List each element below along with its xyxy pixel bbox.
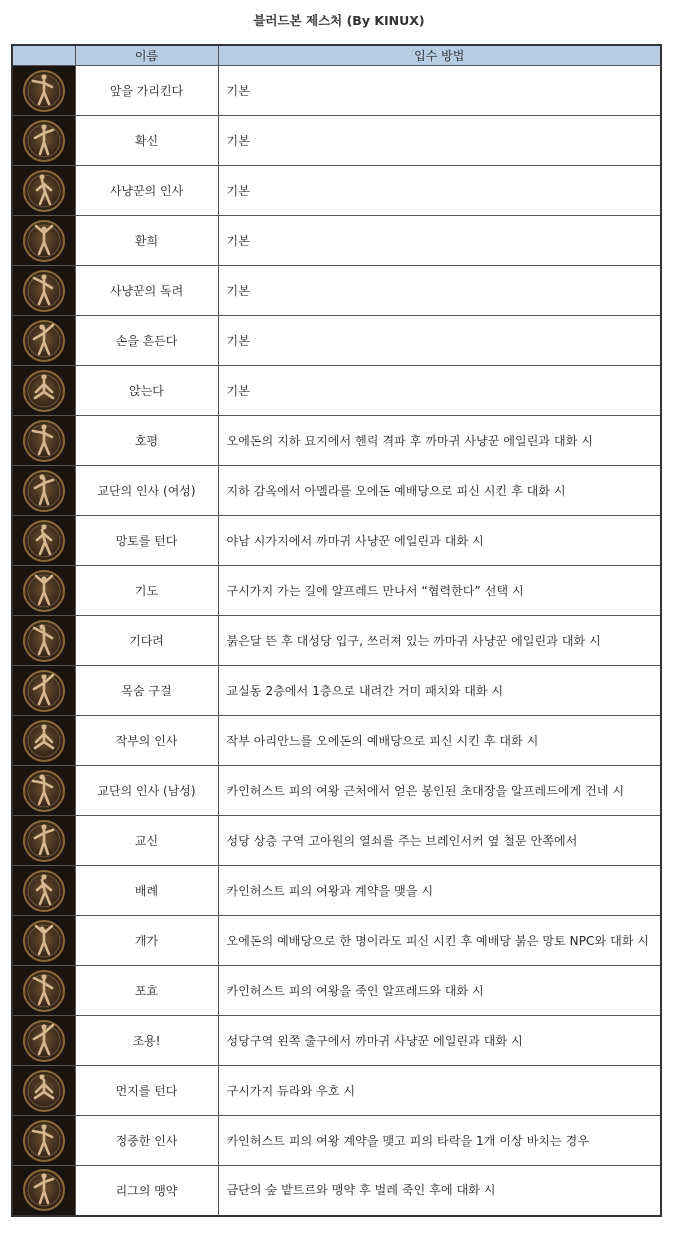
- acquisition-method: 기본: [218, 166, 661, 216]
- gesture-icon-cell: [12, 466, 75, 516]
- gesture-name: 조용!: [75, 1016, 218, 1066]
- acquisition-method: 오에돈의 예배당으로 한 명이라도 피신 시킨 후 예배당 붉은 망토 NPC와 대화 시: [218, 916, 661, 966]
- gesture-name: 목숨 구걸: [75, 666, 218, 716]
- table-row: [12, 366, 661, 416]
- gesture-name: 포효: [75, 966, 218, 1016]
- gesture-icon-cell: [12, 66, 75, 116]
- table-row: [12, 766, 661, 816]
- gesture-name: 기도: [75, 566, 218, 616]
- table-row: [12, 416, 661, 466]
- gesture-icon-cell: [12, 1116, 75, 1166]
- gesture-name: 확신: [75, 116, 218, 166]
- gesture-figure-icon: [23, 520, 65, 562]
- acquisition-method: 교실동 2층에서 1층으로 내려간 거미 패치와 대화 시: [218, 666, 661, 716]
- acquisition-method: 기본: [218, 366, 661, 416]
- gesture-figure-icon: [23, 270, 65, 312]
- gesture-icon-cell: [12, 416, 75, 466]
- table-row: [12, 516, 661, 566]
- acquisition-method: 카인허스트 피의 여왕을 죽인 알프레드와 대화 시: [218, 966, 661, 1016]
- acquisition-method: 오에돈의 지하 묘지에서 헨릭 격파 후 까마귀 사냥꾼 에일린과 대화 시: [218, 416, 661, 466]
- gesture-name: 배례: [75, 866, 218, 916]
- gesture-icon-cell: [12, 216, 75, 266]
- table-row: [12, 916, 661, 966]
- acquisition-method: 카인허스트 피의 여왕 계약을 맺고 피의 타락을 1개 이상 바치는 경우: [218, 1116, 661, 1166]
- gesture-name: 리그의 맹약: [75, 1166, 218, 1216]
- gesture-figure-icon: [23, 920, 65, 962]
- gesture-figure-icon: [23, 1020, 65, 1062]
- gesture-icon-cell: [12, 316, 75, 366]
- gesture-figure-icon: [23, 970, 65, 1012]
- table-row: [12, 566, 661, 616]
- acquisition-method: 붉은달 뜬 후 대성당 입구, 쓰러져 있는 까마귀 사냥꾼 에일린과 대화 시: [218, 616, 661, 666]
- table-row: [12, 316, 661, 366]
- gesture-name: 손을 흔든다: [75, 316, 218, 366]
- gesture-figure-icon: [23, 670, 65, 712]
- gesture-name: 사냥꾼의 인사: [75, 166, 218, 216]
- gesture-name: 작부의 인사: [75, 716, 218, 766]
- gesture-table: [11, 44, 662, 1217]
- gesture-name: 먼지를 턴다: [75, 1066, 218, 1116]
- gesture-figure-icon: [23, 420, 65, 462]
- gesture-figure-icon: [23, 870, 65, 912]
- table-row: [12, 616, 661, 666]
- acquisition-method: 기본: [218, 266, 661, 316]
- gesture-figure-icon: [23, 170, 65, 212]
- gesture-icon-cell: [12, 916, 75, 966]
- gesture-icon-cell: [12, 1166, 75, 1216]
- table-row: [12, 716, 661, 766]
- gesture-name: 사냥꾼의 독려: [75, 266, 218, 316]
- gesture-figure-icon: [23, 820, 65, 862]
- gesture-figure-icon: [23, 370, 65, 412]
- acquisition-method: 작부 아리안느를 오에돈의 예배당으로 피신 시킨 후 대화 시: [218, 716, 661, 766]
- table-row: [12, 66, 661, 116]
- acquisition-method: 금단의 숲 밭트르와 맹약 후 벌레 죽인 후에 대화 시: [218, 1166, 661, 1216]
- acquisition-method: 구시가지 듀라와 우호 시: [218, 1066, 661, 1116]
- gesture-name: 정중한 인사: [75, 1116, 218, 1166]
- acquisition-method: 구시가지 가는 길에 알프레드 만나서 “협력한다” 선택 시: [218, 566, 661, 616]
- header-method: 입수 방법: [218, 45, 661, 66]
- acquisition-method: 카인허스트 피의 여왕과 계약을 맺을 시: [218, 866, 661, 916]
- table-row: [12, 216, 661, 266]
- gesture-name: 앞을 가리킨다: [75, 66, 218, 116]
- acquisition-method: 지하 감옥에서 아멜라를 오에돈 예배당으로 피신 시킨 후 대화 시: [218, 466, 661, 516]
- table-row: [12, 1066, 661, 1116]
- gesture-icon-cell: [12, 266, 75, 316]
- gesture-icon-cell: [12, 566, 75, 616]
- page-title: 블러드본 제스처 (By KINUX): [253, 13, 425, 28]
- gesture-name: 망토를 턴다: [75, 516, 218, 566]
- gesture-name: 환희: [75, 216, 218, 266]
- acquisition-method: 야남 시가지에서 까마귀 사냥꾼 에일린과 대화 시: [218, 516, 661, 566]
- gesture-figure-icon: [23, 120, 65, 162]
- table-row: [12, 1116, 661, 1166]
- gesture-figure-icon: [23, 720, 65, 762]
- gesture-icon-cell: [12, 966, 75, 1016]
- table-row: [12, 116, 661, 166]
- acquisition-method: 성당구역 왼쪽 출구에서 까마귀 사냥꾼 에일린과 대화 시: [218, 1016, 661, 1066]
- gesture-icon-cell: [12, 1016, 75, 1066]
- table-row: [12, 266, 661, 316]
- table-row: [12, 1166, 661, 1216]
- gesture-icon-cell: [12, 666, 75, 716]
- gesture-figure-icon: [23, 1169, 65, 1211]
- gesture-name: 교단의 인사 (여성): [75, 466, 218, 516]
- acquisition-method: 기본: [218, 116, 661, 166]
- gesture-figure-icon: [23, 1120, 65, 1162]
- gesture-figure-icon: [23, 220, 65, 262]
- gesture-figure-icon: [23, 770, 65, 812]
- gesture-figure-icon: [23, 70, 65, 112]
- gesture-icon-cell: [12, 716, 75, 766]
- table-row: [12, 666, 661, 716]
- gesture-icon-cell: [12, 116, 75, 166]
- table-row: [12, 816, 661, 866]
- gesture-figure-icon: [23, 620, 65, 662]
- gesture-name: 개가: [75, 916, 218, 966]
- header-icon: [12, 45, 75, 66]
- gesture-icon-cell: [12, 516, 75, 566]
- acquisition-method: 카인허스트 피의 여왕 근처에서 얻은 봉인된 초대장을 알프레드에게 건네 시: [218, 766, 661, 816]
- table-row: [12, 866, 661, 916]
- acquisition-method: 기본: [218, 66, 661, 116]
- gesture-name: 호평: [75, 416, 218, 466]
- acquisition-method: 기본: [218, 216, 661, 266]
- acquisition-method: 성당 상층 구역 고아원의 열쇠를 주는 브레인서커 옆 철문 안쪽에서: [218, 816, 661, 866]
- table-row: [12, 166, 661, 216]
- acquisition-method: 기본: [218, 316, 661, 366]
- table-row: [12, 1016, 661, 1066]
- table-row: [12, 466, 661, 516]
- header-name: 이름: [75, 45, 218, 66]
- gesture-figure-icon: [23, 470, 65, 512]
- gesture-figure-icon: [23, 1070, 65, 1112]
- gesture-icon-cell: [12, 366, 75, 416]
- gesture-name: 교신: [75, 816, 218, 866]
- gesture-icon-cell: [12, 616, 75, 666]
- gesture-name: 앉는다: [75, 366, 218, 416]
- gesture-icon-cell: [12, 166, 75, 216]
- gesture-icon-cell: [12, 766, 75, 816]
- gesture-icon-cell: [12, 816, 75, 866]
- gesture-figure-icon: [23, 570, 65, 612]
- gesture-name: 기다려: [75, 616, 218, 666]
- gesture-icon-cell: [12, 1066, 75, 1116]
- table-row: [12, 966, 661, 1016]
- gesture-name: 교단의 인사 (남성): [75, 766, 218, 816]
- gesture-icon-cell: [12, 866, 75, 916]
- gesture-figure-icon: [23, 320, 65, 362]
- table-header-row: [12, 45, 661, 66]
